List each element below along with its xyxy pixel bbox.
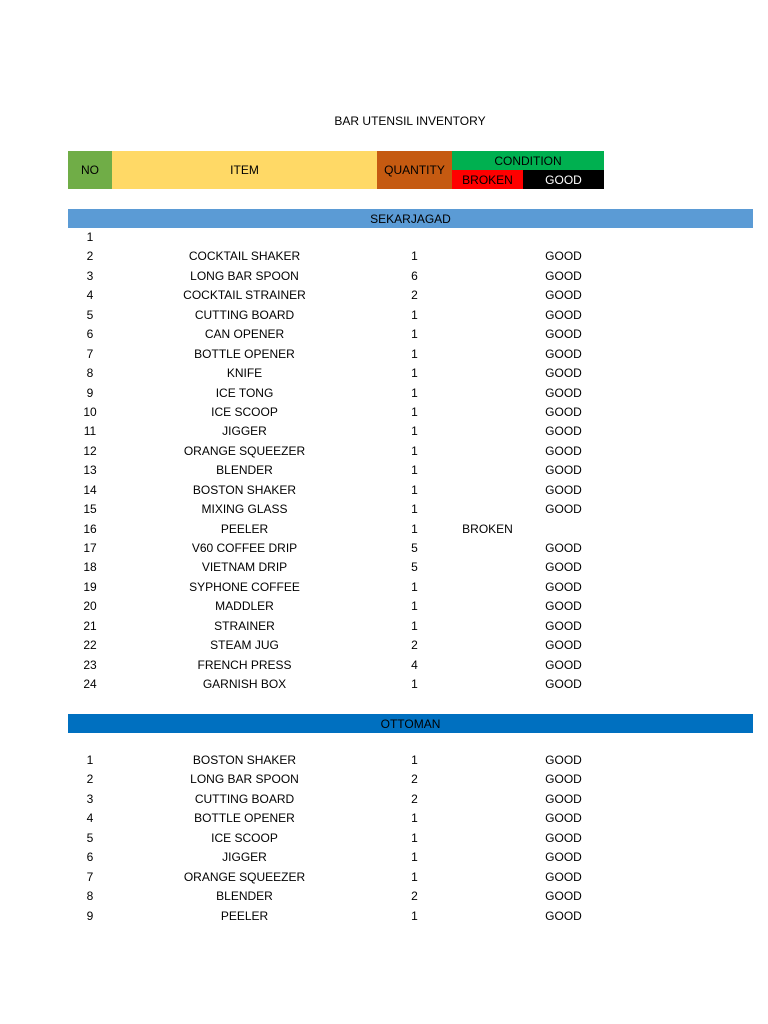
- row-condition-good: GOOD: [545, 346, 582, 361]
- row-number: 20: [83, 599, 97, 614]
- row-quantity: 1: [411, 404, 418, 419]
- row-item: LONG BAR SPOON: [190, 772, 299, 787]
- row-condition-broken: [452, 364, 523, 383]
- row-condition-broken: [452, 887, 523, 906]
- table-row: [0, 829, 768, 848]
- row-condition-broken: [452, 790, 523, 809]
- table-row: [0, 809, 768, 828]
- row-quantity: 1: [411, 811, 418, 826]
- table-row: [0, 558, 768, 577]
- row-number: 13: [83, 463, 97, 478]
- table-row: [0, 868, 768, 887]
- row-condition-broken: [452, 636, 523, 655]
- row-quantity: 1: [411, 366, 418, 381]
- table-row: [0, 286, 768, 305]
- section-rows-ottoman: [0, 751, 768, 926]
- row-condition-good: [523, 520, 604, 539]
- row-quantity: 1: [411, 908, 418, 923]
- table-row: [0, 228, 768, 247]
- row-quantity: 1: [411, 482, 418, 497]
- row-condition-broken: [452, 829, 523, 848]
- row-item: CUTTING BOARD: [194, 791, 295, 806]
- row-number: 6: [86, 850, 94, 865]
- row-number: 12: [83, 443, 97, 458]
- row-number: 4: [86, 288, 94, 303]
- row-number: 22: [83, 638, 97, 653]
- row-quantity: 2: [411, 772, 418, 787]
- row-item: COCKTAIL SHAKER: [188, 249, 301, 264]
- header-quantity: QUANTITY: [377, 151, 452, 189]
- row-number: 8: [86, 366, 94, 381]
- row-item: [112, 228, 377, 247]
- table-row: [0, 267, 768, 286]
- row-condition-broken: BROKEN: [462, 521, 513, 536]
- row-number: 9: [86, 908, 94, 923]
- row-number: 8: [86, 889, 94, 904]
- row-item: CUTTING BOARD: [194, 307, 295, 322]
- row-item: BOTTLE OPENER: [194, 811, 295, 826]
- header-no: NO: [68, 151, 112, 189]
- row-number: 11: [83, 424, 97, 439]
- row-condition-broken: [452, 656, 523, 675]
- row-quantity: 1: [411, 599, 418, 614]
- table-row: [0, 384, 768, 403]
- row-number: 21: [83, 618, 97, 633]
- row-condition-broken: [452, 868, 523, 887]
- row-condition-good: GOOD: [545, 560, 582, 575]
- row-condition-good: GOOD: [545, 753, 582, 767]
- row-item: GARNISH BOX: [202, 677, 287, 692]
- row-quantity: 1: [411, 443, 418, 458]
- row-condition-good: GOOD: [545, 385, 582, 400]
- row-condition-good: GOOD: [545, 268, 582, 283]
- table-row: [0, 597, 768, 616]
- row-item: SYPHONE COFFEE: [189, 579, 300, 594]
- row-condition-broken: [452, 461, 523, 480]
- row-condition-broken: [452, 306, 523, 325]
- row-number: 2: [86, 249, 94, 264]
- row-condition-good: GOOD: [545, 502, 582, 517]
- row-quantity: 5: [411, 541, 418, 555]
- row-number: 18: [83, 560, 97, 575]
- row-number: 4: [86, 811, 94, 826]
- table-row: [0, 306, 768, 325]
- table-row: [0, 345, 768, 364]
- row-condition-good: GOOD: [545, 772, 582, 787]
- row-condition-broken: [452, 481, 523, 500]
- table-row: [0, 751, 768, 770]
- row-number: 3: [86, 791, 94, 806]
- row-item: JIGGER: [222, 850, 267, 865]
- row-condition-good: GOOD: [545, 249, 582, 264]
- table-row: [0, 247, 768, 266]
- row-item: KNIFE: [226, 366, 263, 381]
- table-row: [0, 617, 768, 636]
- row-quantity: 1: [411, 618, 418, 633]
- row-number: 6: [86, 327, 94, 342]
- row-quantity: [377, 228, 452, 247]
- row-quantity: 4: [411, 657, 418, 672]
- table-row: [0, 790, 768, 809]
- table-row: [0, 422, 768, 441]
- row-condition-broken: [452, 848, 523, 867]
- row-item: BLENDER: [216, 889, 273, 904]
- row-quantity: 1: [411, 424, 418, 439]
- row-item: V60 COFFEE DRIP: [191, 541, 298, 555]
- row-quantity: 2: [411, 791, 418, 806]
- row-condition-broken: [452, 286, 523, 305]
- row-condition-broken: [452, 907, 523, 926]
- row-condition-good: GOOD: [545, 541, 582, 555]
- row-condition-good: GOOD: [545, 288, 582, 303]
- row-condition-good: GOOD: [545, 443, 582, 458]
- row-quantity: 1: [411, 502, 418, 517]
- table-row: [0, 887, 768, 906]
- row-condition-broken: [452, 809, 523, 828]
- row-condition-broken: [452, 597, 523, 616]
- row-condition-good: GOOD: [545, 482, 582, 497]
- table-row: [0, 907, 768, 926]
- row-condition-good: GOOD: [545, 424, 582, 439]
- row-quantity: 1: [411, 753, 418, 767]
- section-header-ottoman: OTTOMAN: [68, 714, 753, 733]
- table-row: [0, 578, 768, 597]
- table-row: [0, 403, 768, 422]
- row-condition-good: GOOD: [545, 830, 582, 845]
- row-item: BLENDER: [216, 463, 273, 478]
- header-item: ITEM: [112, 151, 377, 189]
- row-condition-good: GOOD: [545, 638, 582, 653]
- row-number: 7: [86, 869, 94, 884]
- table-row: [0, 770, 768, 789]
- row-number: 9: [86, 385, 94, 400]
- row-quantity: 6: [411, 268, 418, 283]
- row-quantity: 1: [411, 579, 418, 594]
- row-quantity: 1: [411, 869, 418, 884]
- row-condition-broken: [452, 539, 523, 558]
- row-number: 23: [83, 657, 97, 672]
- table-row: [0, 481, 768, 500]
- row-number: 1: [86, 230, 94, 244]
- row-number: 3: [86, 268, 94, 283]
- row-quantity: 1: [411, 463, 418, 478]
- header-condition: CONDITION: [452, 151, 604, 170]
- row-item: VIETNAM DRIP: [201, 560, 288, 575]
- row-quantity: 1: [411, 850, 418, 865]
- row-quantity: 2: [411, 638, 418, 653]
- row-quantity: 1: [411, 307, 418, 322]
- row-condition-good: [523, 228, 604, 247]
- row-condition-good: GOOD: [545, 307, 582, 322]
- row-item: ICE TONG: [215, 385, 274, 400]
- table-row: [0, 461, 768, 480]
- row-quantity: 2: [411, 288, 418, 303]
- row-condition-good: GOOD: [545, 327, 582, 342]
- row-item: STRAINER: [214, 618, 275, 633]
- row-condition-good: GOOD: [545, 618, 582, 633]
- row-number: 7: [86, 346, 94, 361]
- table-row: [0, 539, 768, 558]
- row-item: STEAM JUG: [210, 638, 279, 653]
- row-condition-good: GOOD: [545, 908, 582, 923]
- row-item: BOTTLE OPENER: [194, 346, 295, 361]
- row-quantity: 1: [411, 830, 418, 845]
- row-number: 14: [83, 482, 97, 497]
- row-item: PEELER: [220, 521, 269, 536]
- row-quantity: 2: [411, 889, 418, 904]
- row-number: 17: [83, 541, 97, 555]
- row-item: COCKTAIL STRAINER: [183, 288, 306, 303]
- row-condition-good: GOOD: [545, 677, 582, 692]
- row-number: 15: [83, 502, 97, 517]
- row-condition-good: GOOD: [545, 657, 582, 672]
- row-quantity: 5: [411, 560, 418, 575]
- row-condition-broken: [452, 617, 523, 636]
- table-row: [0, 325, 768, 344]
- row-condition-good: GOOD: [545, 463, 582, 478]
- row-item: PEELER: [220, 908, 269, 923]
- row-condition-broken: [452, 558, 523, 577]
- row-number: 1: [86, 753, 94, 767]
- row-number: 16: [83, 521, 97, 536]
- row-condition-good: GOOD: [545, 869, 582, 884]
- row-item: ORANGE SQUEEZER: [183, 443, 306, 458]
- row-condition-broken: [452, 247, 523, 266]
- table-row: [0, 656, 768, 675]
- row-condition-good: GOOD: [545, 404, 582, 419]
- page-title: BAR UTENSIL INVENTORY: [334, 114, 486, 128]
- row-condition-broken: [452, 578, 523, 597]
- row-condition-good: GOOD: [545, 366, 582, 381]
- row-condition-broken: [452, 770, 523, 789]
- row-item: LONG BAR SPOON: [190, 268, 299, 283]
- row-condition-good: GOOD: [545, 579, 582, 594]
- row-number: 24: [83, 677, 97, 692]
- row-item: MIXING GLASS: [201, 502, 288, 517]
- row-quantity: 1: [411, 521, 418, 536]
- row-condition-good: GOOD: [545, 889, 582, 904]
- header-good: GOOD: [523, 170, 604, 189]
- table-row: [0, 364, 768, 383]
- row-item: JIGGER: [222, 424, 267, 439]
- row-item: FRENCH PRESS: [197, 657, 292, 672]
- row-item: ICE SCOOP: [211, 404, 278, 419]
- table-row: [0, 520, 768, 539]
- row-condition-broken: [452, 500, 523, 519]
- row-number: 2: [86, 772, 94, 787]
- row-number: 5: [86, 830, 94, 845]
- row-condition-broken: [452, 267, 523, 286]
- row-condition-broken: [452, 422, 523, 441]
- row-quantity: 1: [411, 249, 418, 264]
- row-condition-broken: [452, 325, 523, 344]
- table-row: [0, 500, 768, 519]
- row-condition-good: GOOD: [545, 791, 582, 806]
- row-item: CAN OPENER: [204, 327, 285, 342]
- row-condition-broken: [452, 403, 523, 422]
- section-header-sekarjagad: SEKARJAGAD: [68, 209, 753, 228]
- row-item: BOSTON SHAKER: [192, 482, 297, 497]
- row-number: 10: [83, 404, 97, 419]
- row-condition-good: GOOD: [545, 850, 582, 865]
- row-condition-broken: [452, 345, 523, 364]
- row-condition-broken: [452, 675, 523, 694]
- row-condition-broken: [452, 751, 523, 770]
- header-broken: BROKEN: [452, 170, 523, 189]
- row-number: 5: [86, 307, 94, 322]
- table-row: [0, 848, 768, 867]
- row-condition-broken: [452, 228, 523, 247]
- row-condition-broken: [452, 384, 523, 403]
- row-condition-good: GOOD: [545, 599, 582, 614]
- table-row: [0, 636, 768, 655]
- row-condition-broken: [452, 442, 523, 461]
- row-item: ORANGE SQUEEZER: [183, 869, 306, 884]
- row-number: 19: [83, 579, 97, 594]
- table-row: [0, 675, 768, 694]
- row-quantity: 1: [411, 346, 418, 361]
- row-condition-good: GOOD: [545, 811, 582, 826]
- row-quantity: 1: [411, 677, 418, 692]
- table-row: [0, 442, 768, 461]
- row-quantity: 1: [411, 385, 418, 400]
- row-item: ICE SCOOP: [211, 830, 278, 845]
- section-rows-sekarjagad: [0, 228, 768, 695]
- row-item: MADDLER: [215, 599, 274, 614]
- row-quantity: 1: [411, 327, 418, 342]
- row-item: BOSTON SHAKER: [192, 753, 297, 767]
